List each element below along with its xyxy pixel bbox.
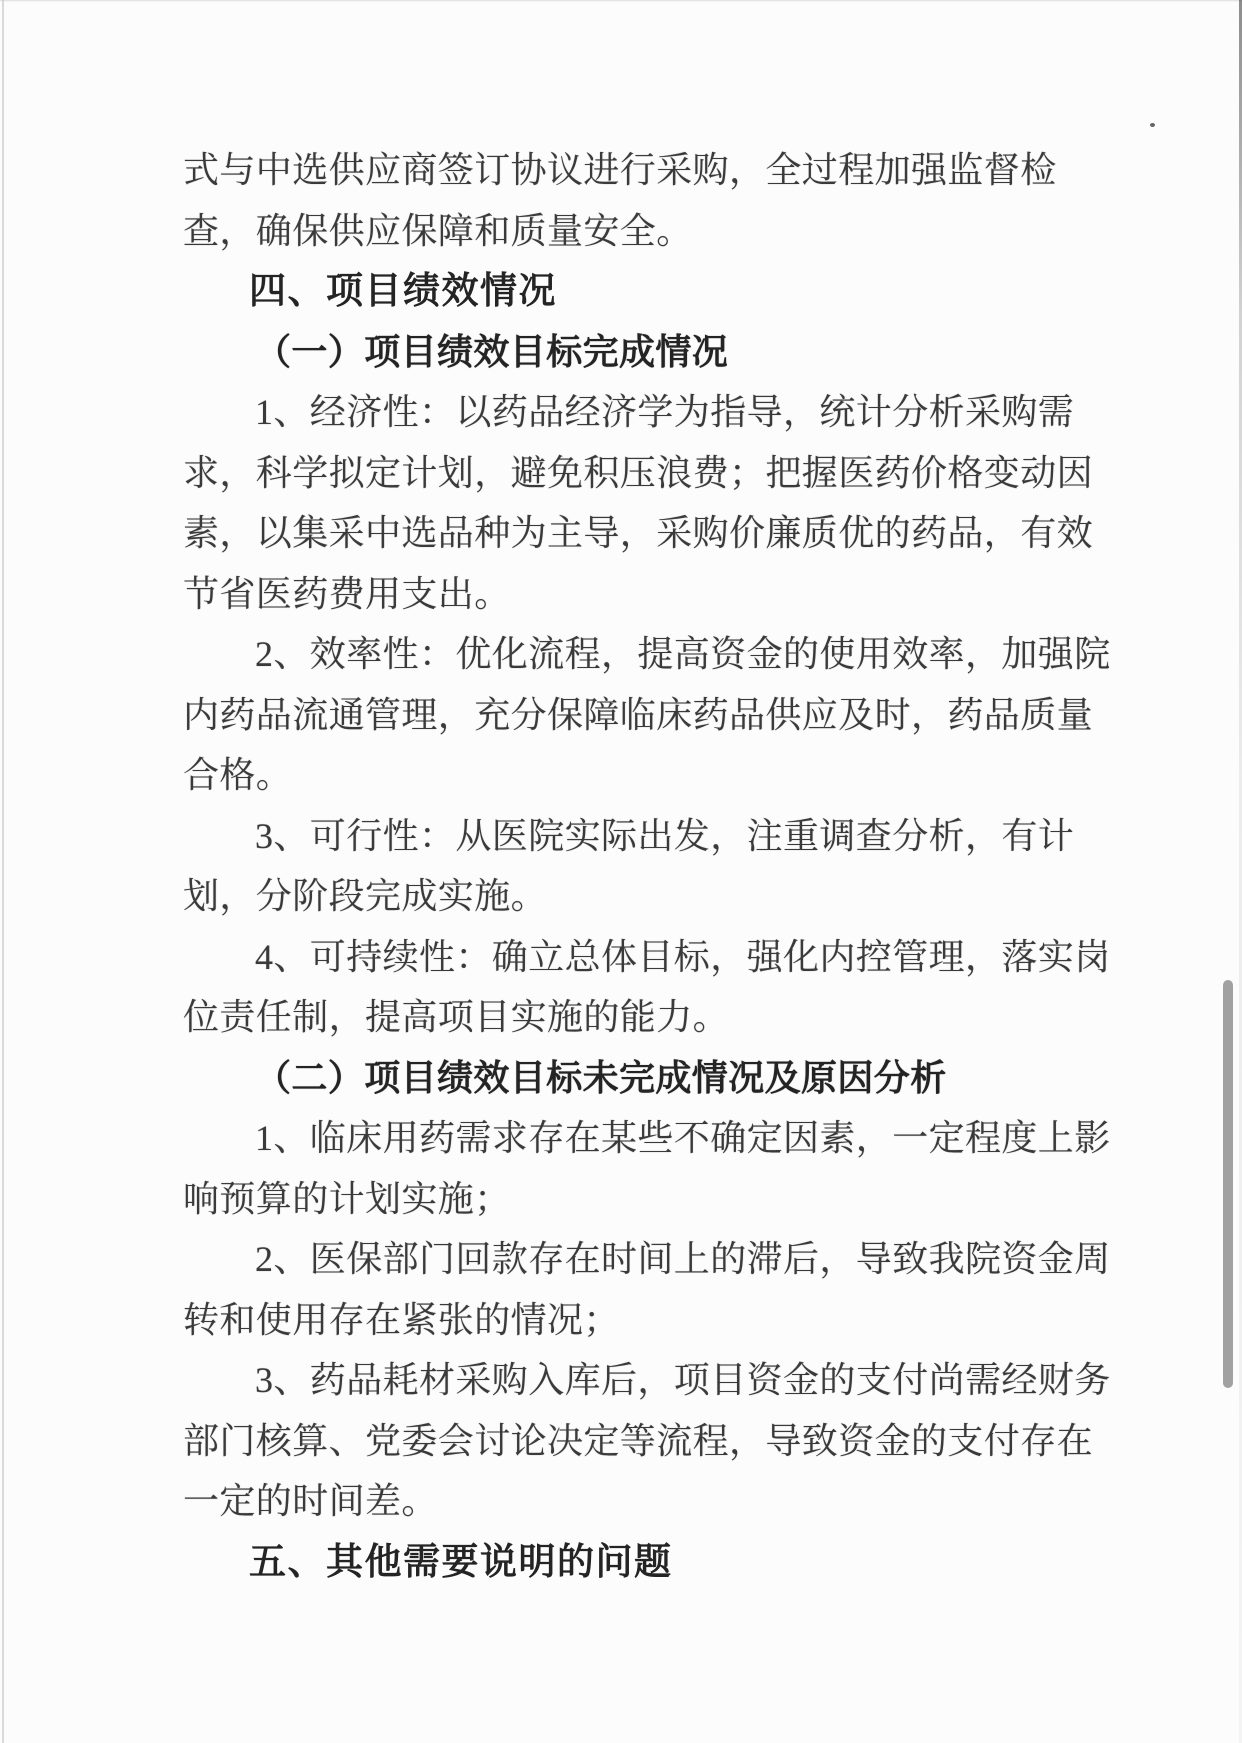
text-line: 一定的时间差。 <box>183 1481 438 1521</box>
text-line: 求，科学拟定计划，避免积压浪费；把握医药价格变动因 <box>183 452 1094 493</box>
section-heading: 五、其他需要说明的问题 <box>249 1539 673 1583</box>
text-line: 合格。 <box>183 755 293 795</box>
subsection-heading: （二）项目绩效目标未完成情况及原因分析 <box>255 1057 947 1098</box>
document-lines <box>183 140 1111 1592</box>
scan-edge-top <box>0 0 1242 2</box>
text-line: 4、可持续性：确立总体目标，强化内控管理，落实岗 <box>255 936 1111 977</box>
text-line: 内药品流通管理，充分保障临床药品供应及时，药品质量 <box>183 694 1094 735</box>
text-line: 3、药品耗材采购入库后，项目资金的支付尚需经财务 <box>255 1360 1111 1400</box>
scan-speck <box>1150 123 1155 127</box>
text-line: 2、效率性：优化流程，提高资金的使用效率，加强院 <box>255 634 1111 674</box>
text-line: 素，以集采中选品种为主导，采购价廉质优的药品，有效 <box>183 513 1094 553</box>
scan-edge-left <box>2 0 4 1743</box>
subsection-heading: （一）项目绩效目标完成情况 <box>255 331 729 372</box>
text-line: 位责任制，提高项目实施的能力。 <box>183 997 730 1037</box>
text-line: 2、医保部门回款存在时间上的滞后，导致我院资金周 <box>255 1239 1111 1279</box>
text-line: 1、临床用药需求存在某些不确定因素，一定程度上影 <box>255 1118 1111 1158</box>
text-line: 查，确保供应保障和质量安全。 <box>183 210 693 251</box>
scrollbar-thumb[interactable] <box>1223 980 1233 1388</box>
text-line: 式与中选供应商签订协议进行采购，全过程加强监督检 <box>183 150 1057 190</box>
text-line: 部门核算、党委会讨论决定等流程，导致资金的支付存在 <box>183 1420 1094 1461</box>
text-line: 响预算的计划实施； <box>183 1178 511 1219</box>
text-line: 划，分阶段完成实施。 <box>183 876 548 916</box>
text-line: 节省医药费用支出。 <box>183 573 511 614</box>
text-line: 3、可行性：从医院实际出发，注重调查分析，有计 <box>255 815 1075 856</box>
text-line: 1、经济性：以药品经济学为指导，统计分析采购需 <box>255 392 1075 432</box>
section-heading: 四、项目绩效情况 <box>249 269 557 312</box>
text-line: 转和使用存在紧张的情况； <box>183 1299 620 1340</box>
